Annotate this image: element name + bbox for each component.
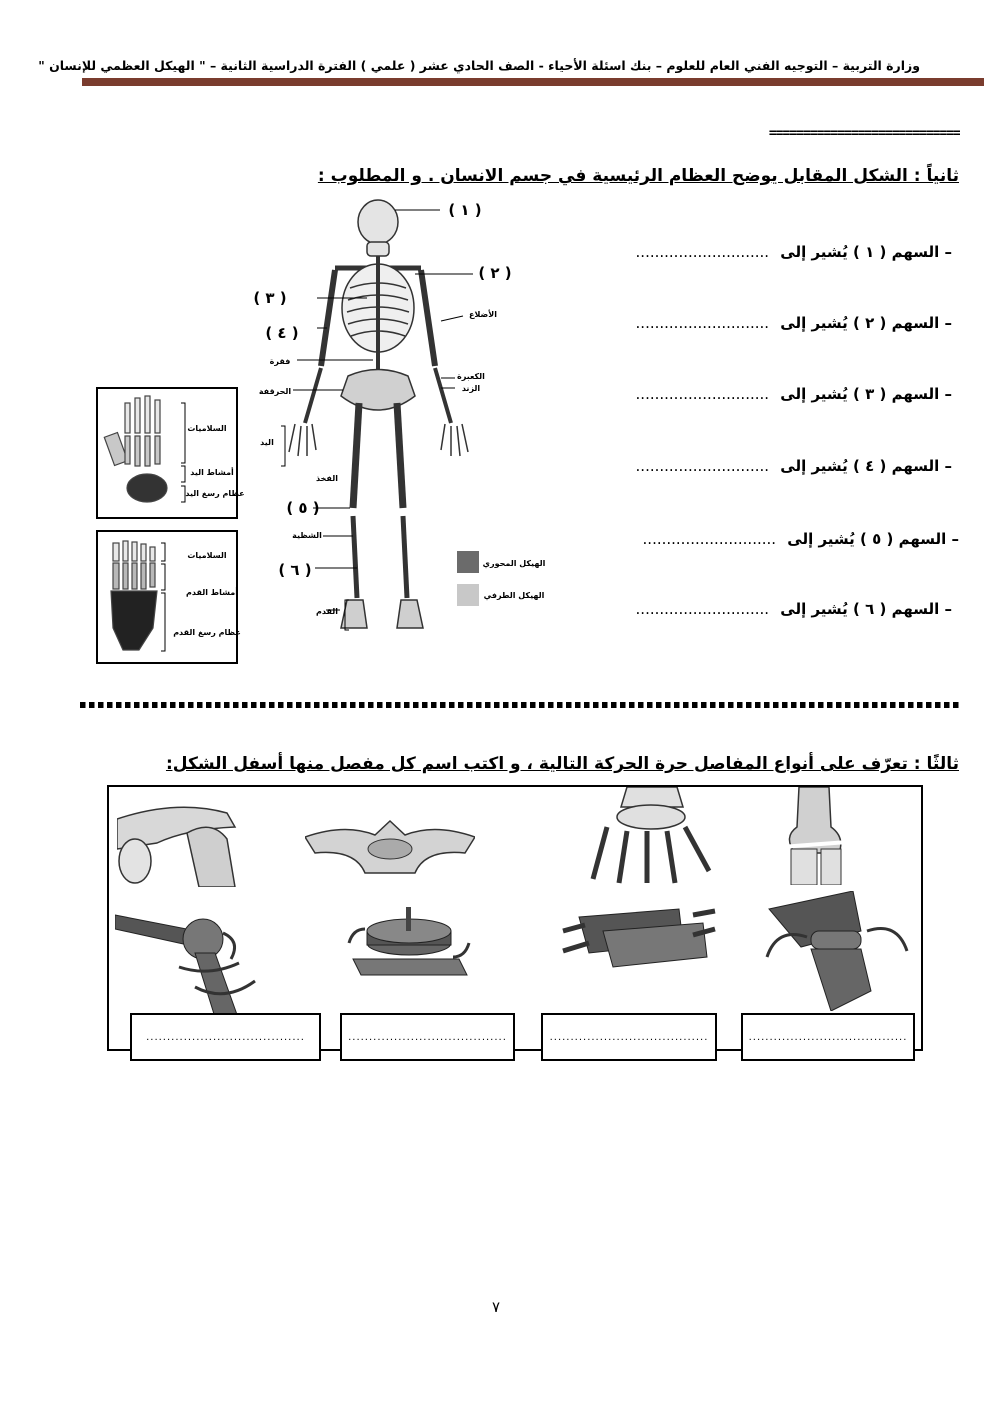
hand-gliding-joint-image — [587, 787, 727, 885]
hinge-model — [761, 891, 911, 1011]
label-vertebra: فقرة — [269, 357, 291, 366]
arrow-number-4: ( ٤ ) — [265, 324, 299, 342]
joints-figure-box — [107, 785, 923, 1051]
foot-tarsals-label: عظام رسغ القدم — [173, 628, 241, 637]
label-hand: اليد — [260, 438, 274, 447]
section-separator: ============================ — [768, 126, 960, 141]
arrow-question-2 — [636, 314, 952, 332]
foot-metatarsals-label: أمشاط القدم — [186, 588, 238, 597]
arrow-question-5 — [643, 530, 959, 548]
elbow-hinge-joint-image — [769, 787, 869, 885]
joint-answer-box-1[interactable]: ...................................... — [130, 1013, 321, 1061]
joint-answer-box-4[interactable]: ...................................... — [741, 1013, 915, 1061]
page-header: وزارة التربية – التوجيه الفني العام للعلوم – بنك اسئلة الأحياء - الصف الحادي عشر ( علمي ) الفترة الدراسية الثانية – " الهيكل العظمي للإنسان " — [38, 58, 920, 73]
joint-answer-box-2[interactable]: ...................................... — [340, 1013, 515, 1061]
section3-title: ثالثًا : تعرّف على أنواع المفاصل حرة الحركة التالية ، و اكتب اسم كل مفصل منها أسفل الشكل: — [165, 754, 959, 774]
arrow-question-label: – السهم ( ٢ ) يُشير إلى — [780, 314, 952, 332]
arrow-number-2: ( ٢ ) — [478, 264, 512, 282]
arrow-question-4 — [636, 457, 952, 475]
section2-title: ثانياً : الشكل المقابل يوضح العظام الرئيسية في جسم الانسان . و المطلوب : — [317, 166, 959, 186]
hand-phalanges-label: السلاميات — [187, 424, 227, 433]
arrow-number-3: ( ٣ ) — [253, 289, 287, 307]
legend-axial-swatch — [457, 551, 479, 573]
arrow-question-label: – السهم ( ٦ ) يُشير إلى — [780, 600, 952, 618]
arrow-number-5: ( ٥ ) — [286, 499, 320, 517]
arrow-number-6: ( ٦ ) — [278, 561, 312, 579]
arrow-question-label: – السهم ( ١ ) يُشير إلى — [780, 243, 952, 261]
answer-blank[interactable]: ............................ — [635, 314, 770, 332]
skeleton-figure — [95, 198, 555, 666]
header-rule — [82, 78, 984, 86]
skeleton-illustration — [289, 200, 468, 628]
answer-blank[interactable]: ............................ — [635, 457, 770, 475]
shoulder-joint-image — [117, 799, 247, 887]
label-femur: الفخذ — [316, 474, 338, 483]
arrow-question-label: – السهم ( ٤ ) يُشير إلى — [780, 457, 952, 475]
arrow-question-1 — [636, 243, 952, 261]
answer-blank[interactable]: ............................ — [642, 530, 777, 548]
page-number: ٧ — [491, 1298, 501, 1316]
foot-phalanges-label: السلاميات — [187, 551, 227, 560]
hand-inset — [97, 388, 245, 518]
label-patella: الشظية — [292, 531, 322, 540]
label-pelvis: الحرقفة — [258, 387, 292, 396]
label-ribs: الأضلاع — [469, 310, 497, 319]
label-foot: القدم — [316, 607, 338, 616]
arrow-question-6 — [636, 600, 952, 618]
joint-answer-box-3[interactable]: ...................................... — [541, 1013, 717, 1061]
arrow-question-3 — [636, 385, 952, 403]
legend-appendicular-swatch — [457, 584, 479, 606]
legend-axial-label: الهيكل المحوري — [482, 559, 546, 568]
answer-blank[interactable]: ............................ — [635, 243, 770, 261]
arrow-question-label: – السهم ( ٥ ) يُشير إلى — [787, 530, 959, 548]
vertebra-pivot-joint-image — [305, 813, 475, 883]
answer-blank[interactable]: ............................ — [635, 600, 770, 618]
foot-inset — [97, 531, 241, 663]
answer-blank[interactable]: ............................ — [635, 385, 770, 403]
arrow-number-1: ( ١ ) — [448, 201, 482, 219]
arrow-question-label: – السهم ( ٣ ) يُشير إلى — [780, 385, 952, 403]
label-radius: الكعبرة — [457, 372, 485, 381]
gliding-model — [559, 903, 719, 973]
label-ulna: الزند — [461, 384, 481, 393]
section-divider — [80, 702, 960, 708]
pivot-model — [341, 903, 471, 983]
hand-metacarpals-label: أمشاط اليد — [190, 468, 234, 477]
hand-carpals-label: عظام رسغ اليد — [185, 489, 245, 498]
legend-appendicular-label: الهيكل الطرفي — [483, 591, 545, 600]
